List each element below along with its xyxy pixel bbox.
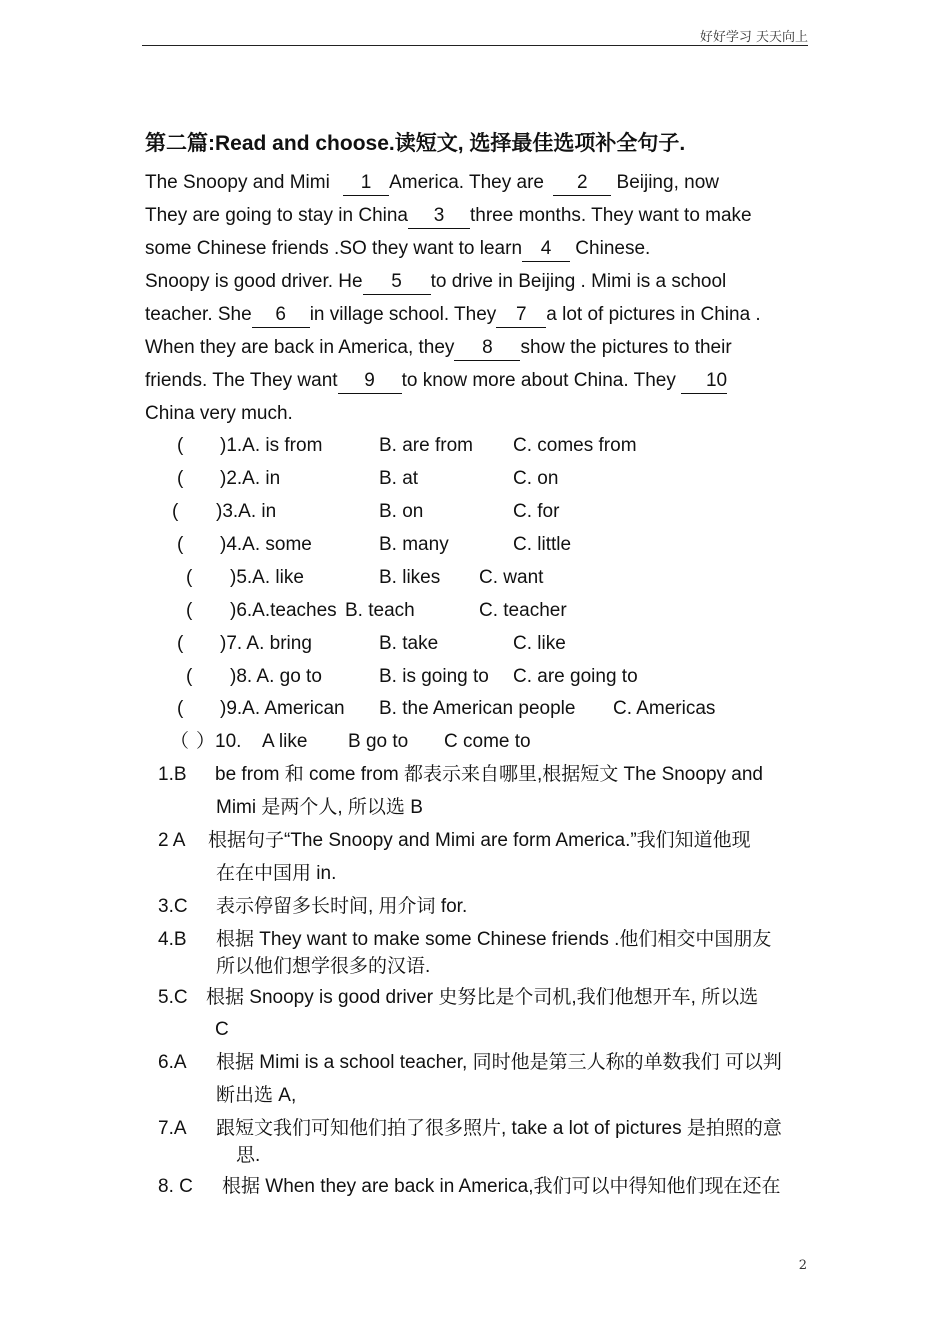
page-number: 2 (798, 1258, 807, 1273)
blank-9: 9 (338, 369, 402, 394)
title-chinese: 读短文, 选择最佳选项补全句子. (394, 132, 686, 155)
passage-text: a lot of pictures in China . (546, 304, 761, 325)
option-b[interactable]: B. on (379, 501, 424, 522)
option-b[interactable]: B. at (379, 468, 419, 489)
passage-text: teacher. She (145, 304, 252, 325)
blank-3: 3 (408, 204, 470, 229)
answer-paren[interactable]: （ (170, 731, 190, 752)
explanation-text: Mimi 是两个人, 所以选 B (216, 797, 423, 818)
option-a[interactable]: )9.A. American (220, 698, 345, 719)
passage-text: three months. They want to make (470, 205, 752, 226)
explanation-text: 表示停留多长时间, 用介词 for. (216, 896, 468, 917)
passage-line-6 (145, 331, 807, 364)
passage-text: Chinese. (570, 238, 651, 259)
passage-text: When they are back in America, they (145, 337, 455, 358)
option-c[interactable]: C. little (513, 534, 572, 555)
answer-paren[interactable]: ( (172, 501, 179, 522)
option-a[interactable]: )8. A. go to (230, 666, 322, 687)
passage-text: to drive in Beijing . Mimi is a school (430, 271, 727, 292)
passage-text: America. They are (389, 172, 550, 193)
section-title (145, 127, 685, 157)
answer-paren[interactable]: ( (177, 698, 184, 719)
answer-paren[interactable]: ( (177, 534, 184, 555)
explanation-number: 7.A (158, 1118, 187, 1139)
passage-line-5 (145, 298, 807, 331)
explanation-number: 5.C (158, 987, 188, 1008)
explanation-text: 在在中国用 in. (216, 863, 337, 884)
passage-line-4 (145, 265, 807, 298)
passage-line-2 (145, 199, 807, 232)
answer-paren[interactable]: ( (177, 435, 184, 456)
blank-5: 5 (363, 270, 431, 295)
explanation-number: 3.C (158, 896, 188, 917)
option-a[interactable]: A like (262, 731, 308, 752)
explanation-text: 跟短文我们可知他们拍了很多照片, take a lot of pictures 是拍照的意 (216, 1118, 782, 1139)
explanation-text: 思. (236, 1145, 261, 1166)
option-a[interactable]: )5.A. like (230, 567, 304, 588)
option-c[interactable]: C. like (513, 633, 566, 654)
option-b[interactable]: B. are from (379, 435, 473, 456)
title-english: Read and choose. (215, 132, 395, 155)
answer-paren[interactable]: ( (186, 600, 193, 621)
passage-text: China very much. (145, 403, 293, 424)
option-b[interactable]: B. the American people (379, 698, 576, 719)
answer-paren[interactable]: ( (186, 567, 193, 588)
blank-8: 8 (454, 336, 520, 361)
option-a[interactable]: )6.A.teaches (230, 600, 337, 621)
option-b[interactable]: B. many (379, 534, 449, 555)
passage-text: Beijing, now (611, 172, 719, 193)
option-a[interactable]: )1.A. is from (220, 435, 323, 456)
option-c[interactable]: C. teacher (479, 600, 567, 621)
explanation-text: 所以他们想学很多的汉语. (216, 956, 431, 977)
answer-paren[interactable]: ( (186, 666, 193, 687)
passage-text: The Snoopy and Mimi (145, 172, 336, 193)
answer-paren[interactable]: ( (177, 633, 184, 654)
explanation-number: 2 A (158, 830, 186, 851)
explanation-text: 根据 Mimi is a school teacher, 同时他是第三人称的单数我们 可以判 (216, 1052, 782, 1073)
passage-text: to know more about China. They (401, 370, 682, 391)
option-c[interactable]: C. for (513, 501, 560, 522)
blank-10: 10 (681, 369, 727, 394)
passage-line-1 (145, 166, 807, 199)
blank-6: 6 (252, 303, 310, 328)
option-c[interactable]: C. comes from (513, 435, 637, 456)
passage-text: some Chinese friends .SO they want to learn (145, 238, 523, 259)
explanation-number: 1.B (158, 764, 187, 785)
passage-text: show the pictures to their (520, 337, 732, 358)
header-text: 好好学习 天天向上 (699, 30, 808, 45)
explanation-text: 根据 They want to make some Chinese friends .他们相交中国朋友 (216, 929, 772, 950)
explanation-text: be from 和 come from 都表示来自哪里,根据短文 The Snoopy and (215, 764, 763, 785)
option-a[interactable]: )4.A. some (220, 534, 312, 555)
explanation-text: 根据句子“The Snoopy and Mimi are form America.”我们知道他现 (208, 830, 751, 851)
explanation-number: 4.B (158, 929, 187, 950)
blank-7: 7 (496, 303, 546, 328)
option-b[interactable]: B. is going to (379, 666, 489, 687)
option-b[interactable]: B. teach (345, 600, 415, 621)
passage (145, 166, 807, 430)
blank-4: 4 (522, 237, 570, 262)
passage-line-7 (145, 364, 807, 397)
passage-line-8 (145, 397, 807, 430)
option-c[interactable]: C. want (479, 567, 544, 588)
explanation-number: 8. C (158, 1176, 193, 1197)
passage-text: in village school. They (309, 304, 497, 325)
question-number: ）10. (196, 731, 242, 752)
explanation-text: 断出选 A, (216, 1085, 297, 1106)
blank-1: 1 (343, 171, 389, 196)
answer-paren[interactable]: ( (177, 468, 184, 489)
option-c[interactable]: C. are going to (513, 666, 638, 687)
explanation-text: 根据 Snoopy is good driver 史努比是个司机,我们他想开车, 所以选 (206, 987, 759, 1008)
passage-text: Snoopy is good driver. He (145, 271, 363, 292)
option-b[interactable]: B. take (379, 633, 439, 654)
option-a[interactable]: )2.A. in (220, 468, 281, 489)
header-divider (142, 45, 808, 46)
option-b[interactable]: B. likes (379, 567, 441, 588)
blank-2: 2 (553, 171, 611, 196)
option-a[interactable]: )7. A. bring (220, 633, 312, 654)
passage-text: They are going to stay in China (145, 205, 408, 226)
title-prefix: 第二篇: (145, 132, 215, 155)
explanation-text: 根据 When they are back in America,我们可以中得知他们现在还在 (222, 1176, 781, 1197)
explanation-number: 6.A (158, 1052, 187, 1073)
passage-line-3 (145, 232, 807, 265)
passage-text: friends. The They want (145, 370, 338, 391)
option-c[interactable]: C. Americas (613, 698, 716, 719)
option-c[interactable]: C come to (444, 731, 531, 752)
option-c[interactable]: C. on (513, 468, 559, 489)
option-a[interactable]: )3.A. in (216, 501, 277, 522)
explanation-text: C (215, 1019, 229, 1040)
option-b[interactable]: B go to (348, 731, 409, 752)
